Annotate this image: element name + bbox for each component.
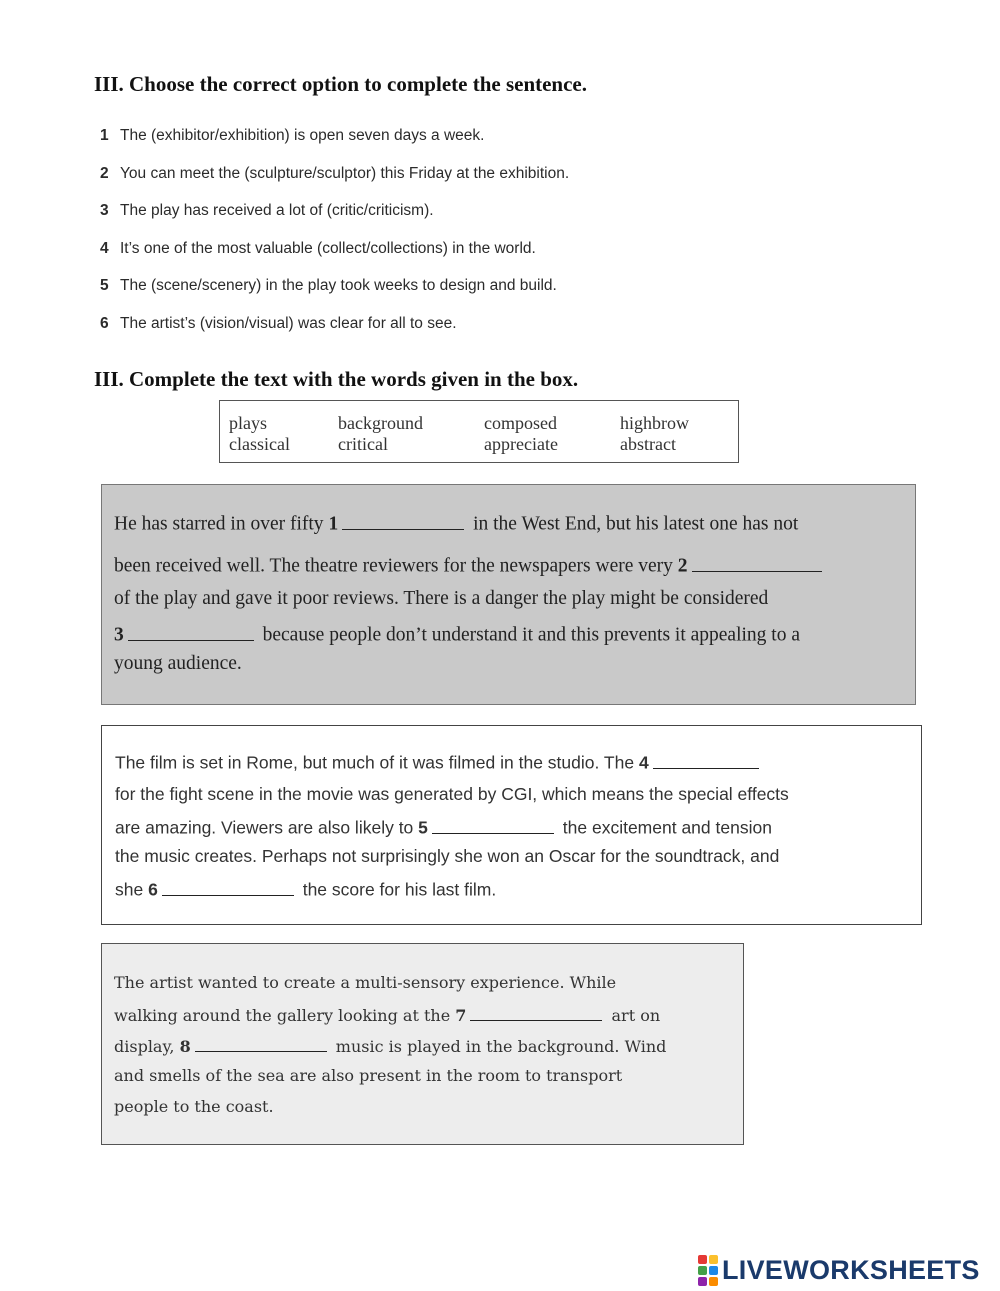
panel-text: because people don’t understand it and this prevents it appealing to a [262,624,800,646]
panel-line: for the fight scene in the movie was generated by CGI, which means the special effects [115,784,789,804]
panel-text: she [115,879,144,900]
question-number: 6 [100,314,109,332]
section1-heading: III. Choose the correct option to complete the sentence. [94,72,588,96]
gap-number: 4 [638,752,649,773]
question-number: 3 [100,202,109,220]
question-text: The (exhibitor/exhibition) is open seven days a week. [120,127,485,144]
question-list [100,124,569,350]
panel-text: are amazing. Viewers are also likely to [115,817,414,838]
logo-square [709,1255,718,1264]
panel-line [114,620,800,647]
panel-line: of the play and gave it poor reviews. There is a danger the play might be considered [114,588,769,609]
logo-square [698,1277,707,1286]
section2-heading: III. Complete the text with the words given in the box. [94,367,579,391]
answer-blank[interactable] [432,815,554,834]
panel-text: music is played in the background. Wind [335,1037,667,1056]
gap-number: 2 [677,555,688,577]
question-item [100,237,569,275]
panel-line: and smells of the sea are also present in the room to transport [114,1066,623,1085]
panel-line: the music creates. Perhaps not surprisingly she won an Oscar for the soundtrack, and [115,846,780,866]
word-box-item: background [338,413,423,433]
answer-blank[interactable] [653,750,759,769]
panel-line: The artist wanted to create a multi-sensory experience. While [114,973,617,992]
answer-blank[interactable] [470,1004,602,1021]
panel-text: He has starred in over fifty [114,513,324,535]
word-box-item: composed [484,413,557,433]
panel-text: the score for his last film. [302,879,497,900]
panel-text: art on [611,1006,661,1025]
text-panel-3 [101,943,744,1145]
gap-number: 7 [455,1006,467,1025]
word-box-item: critical [338,434,388,454]
question-text: The (scene/scenery) in the play took weeks to design and build. [120,277,557,295]
panel-line [115,750,763,774]
question-text: The artist’s (vision/visual) was clear for all to see. [120,314,457,332]
liveworksheets-logo [698,1254,980,1286]
logo-square [698,1255,707,1264]
panel-line [114,1035,666,1056]
question-text: The play has received a lot of (critic/criticism). [120,202,434,220]
word-box-item: classical [229,434,290,454]
logo-square [709,1266,718,1275]
answer-blank[interactable] [692,551,822,572]
panel-text: the excitement and tension [562,817,772,838]
logo-text: LIVEWORKSHEETS [722,1254,980,1285]
text-panel-2 [101,725,922,925]
question-text: You can meet the (sculpture/sculptor) this Friday at the exhibition. [120,164,570,182]
panel-line: young audience. [114,653,242,674]
panel-text: in the West End, but his latest one has not [473,513,799,535]
question-number: 1 [100,127,109,144]
question-item [100,162,569,200]
answer-blank[interactable] [195,1035,327,1052]
answer-blank[interactable] [128,620,254,641]
question-item [100,124,569,162]
answer-blank[interactable] [162,877,294,896]
gap-number: 5 [418,817,428,838]
logo-mark-icon [698,1255,718,1286]
word-box-item: abstract [620,434,676,454]
word-box [219,400,739,463]
gap-number: 1 [328,513,339,535]
word-box-item: plays [229,413,267,433]
answer-blank[interactable] [342,509,464,530]
word-box-item: highbrow [620,413,689,433]
question-text: It’s one of the most valuable (collect/collections) in the world. [120,239,536,257]
panel-text: walking around the gallery looking at the [114,1006,451,1025]
gap-number: 6 [148,879,158,900]
logo-square [698,1266,707,1275]
logo-square [709,1277,718,1286]
panel-line [114,551,826,578]
question-number: 5 [100,277,109,295]
panel-line [114,1004,660,1025]
gap-number: 3 [114,624,124,646]
panel-text: display, [114,1037,175,1056]
panel-text: The film is set in Rome, but much of it was filmed in the studio. The [115,752,635,773]
panel-line [115,877,496,901]
panel-line [114,509,798,536]
gap-number: 8 [179,1037,191,1056]
question-number: 4 [100,239,109,257]
panel-line: people to the coast. [114,1097,274,1116]
question-number: 2 [100,164,109,182]
panel-text: been received well. The theatre reviewers for the newspapers were very [114,555,673,577]
question-item [100,274,569,312]
question-item [100,312,569,350]
text-panel-1 [101,484,916,705]
panel-line [115,815,772,839]
question-item [100,199,569,237]
word-box-item: appreciate [484,434,558,454]
